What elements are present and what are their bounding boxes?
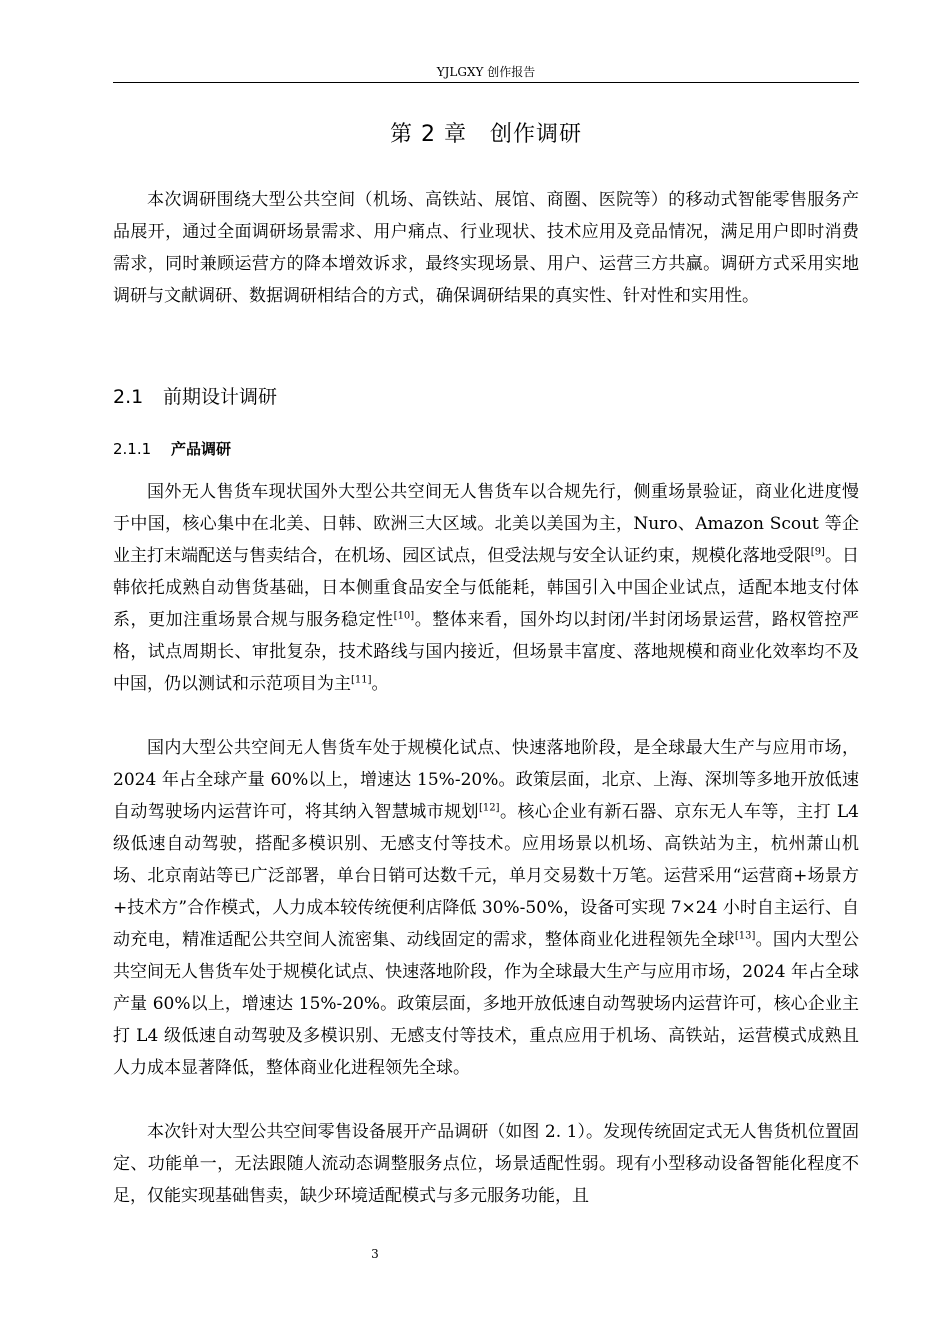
header-rule (113, 82, 859, 83)
paragraph-overseas (113, 476, 859, 700)
subsection-number: 2.1.1 (113, 440, 152, 458)
paragraph-text: 。 (371, 674, 389, 694)
paragraph-text: 。日韩依托成熟自动售货基础，日本侧重食品安全与低能耗，韩国引入中国企业试点，适配本地支付体系，更加注重场景合规与服务稳定性 (113, 546, 860, 630)
paragraph-text: 。整体来看，国外均以封闭/半封闭场景运营，路权管控严格，试点周期长、审批复杂，技术路线与国内接近，但场景丰富度、落地规模和商业化效率均不及中国，仍以测试和示范项目为主 (113, 610, 860, 694)
paragraph-text: 。国内大型公共空间无人售货车处于规模化试点、快速落地阶段，作为全球最大生产与应用市场，2024 年占全球产量 60%以上，增速达 15%-20%。政策层面，多地开放低速自动驾驶场内运营许可，核心企业主打 L4 级低速自动驾驶及多模识别、无感支付等技术，重点应用于机场、高铁站，运营模式成熟且人力成本显著降低，整体商业化进程领先全球。 (113, 930, 860, 1078)
citation: [12] (478, 802, 500, 814)
section-title: 前期设计调研 (163, 386, 278, 408)
section-heading (113, 382, 277, 412)
citation: [9] (810, 546, 825, 558)
paragraph-text: 。核心企业有新石器、京东无人车等，主打 L4 级低速自动驾驶，搭配多模识别、无感支付等技术。应用场景以机场、高铁站为主，杭州萧山机场、北京南站等已广泛部署，单台日销可达数千元，单月交易数十万笔。运营采用“运营商+场景方+技术方”合作模式，人力成本较传统便利店降低 30%-50%，设备可实现 7×24 小时自主运行、自动充电，精准适配公共空间人流密集、动线固定的需求，整体商业化进程领先全球 (113, 802, 860, 950)
page-number: 3 (371, 1247, 379, 1261)
paragraph-domestic (113, 732, 859, 1084)
intro-paragraph: 本次调研围绕大型公共空间（机场、高铁站、展馆、商圈、医院等）的移动式智能零售服务产品展开，通过全面调研场景需求、用户痛点、行业现状、技术应用及竞品情况，满足用户即时消费需求，同时兼顾运营方的降本增效诉求，最终实现场景、用户、运营三方共赢。调研方式采用实地调研与文献调研、数据调研相结合的方式，确保调研结果的真实性、针对性和实用性。 (113, 190, 859, 306)
citation: [13] (734, 930, 756, 942)
subsection-title: 产品调研 (171, 440, 232, 458)
citation: [10] (393, 610, 415, 622)
section-number: 2.1 (113, 386, 144, 408)
chapter-title: 第 2 章 创作调研 (390, 122, 582, 147)
paragraph-text: 国内大型公共空间无人售货车处于规模化试点、快速落地阶段，是全球最大生产与应用市场，2024 年占全球产量 60%以上，增速达 15%-20%。政策层面，北京、上海、深圳等多地开放低速自动驾驶场内运营许可，将其纳入智慧城市规划 (113, 738, 859, 822)
subsection-heading (113, 436, 231, 462)
paragraph-text: 国外无人售货车现状国外大型公共空间无人售货车以合规先行，侧重场景验证，商业化进度慢于中国，核心集中在北美、日韩、欧洲三大区域。北美以美国为主，Nuro、Amazon Scout 等企业主打末端配送与售卖结合，在机场、园区试点，但受法规与安全认证约束，规模化落地受限 (113, 482, 859, 566)
citation: [11] (351, 674, 372, 686)
running-header: YJLGXY 创作报告 (436, 65, 536, 79)
paragraph-product-research: 本次针对大型公共空间零售设备展开产品调研（如图 2. 1）。发现传统固定式无人售货机位置固定、功能单一，无法跟随人流动态调整服务点位，场景适配性弱。现有小型移动设备智能化程度不足，仅能实现基础售卖，缺少环境适配模式与多元服务功能，且 (113, 1122, 859, 1206)
